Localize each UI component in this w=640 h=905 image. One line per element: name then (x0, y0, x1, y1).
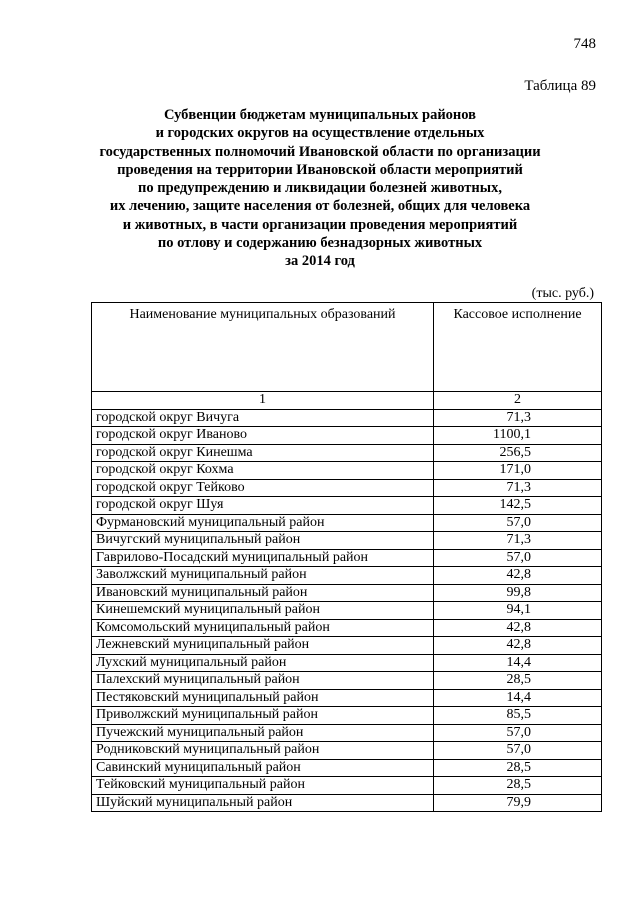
title-line: и животных, в части организации проведения мероприятий (122, 216, 518, 233)
table-row (92, 444, 602, 462)
cash-execution-value: 142,5 (434, 497, 602, 515)
municipality-name: Вичугский муниципальный район (92, 532, 434, 550)
table-row (92, 514, 602, 532)
municipality-name: Пучежский муниципальный район (92, 724, 434, 742)
table-row (92, 672, 602, 690)
municipality-name: Пестяковский муниципальный район (92, 689, 434, 707)
column-number-row (92, 392, 602, 410)
municipality-name: Гаврилово-Посадский муниципальный район (92, 549, 434, 567)
table-row (92, 742, 602, 760)
cash-execution-value: 42,8 (434, 567, 602, 585)
cash-execution-value: 57,0 (434, 742, 602, 760)
title-line: государственных полномочий Ивановской области по организации (99, 143, 541, 160)
cash-execution-value: 57,0 (434, 724, 602, 742)
cash-execution-value: 28,5 (434, 759, 602, 777)
title-line: за 2014 год (285, 253, 355, 270)
cash-execution-value: 28,5 (434, 777, 602, 795)
table-body (92, 409, 602, 812)
table-row (92, 759, 602, 777)
cash-execution-value: 71,3 (434, 409, 602, 427)
table-label: Таблица 89 (524, 78, 596, 94)
title-line: и городских округов на осуществление отдельных (155, 125, 485, 142)
municipality-name: Лежневский муниципальный район (92, 637, 434, 655)
cash-execution-value: 14,4 (434, 654, 602, 672)
column-header-value: Кассовое исполнение (434, 303, 602, 392)
municipality-name: городской округ Шуя (92, 497, 434, 515)
municipality-name: городской округ Вичуга (92, 409, 434, 427)
cash-execution-value: 57,0 (434, 549, 602, 567)
municipality-name: Фурмановский муниципальный район (92, 514, 434, 532)
cash-execution-value: 1100,1 (434, 427, 602, 445)
cash-execution-value: 42,8 (434, 619, 602, 637)
municipality-name: Лухский муниципальный район (92, 654, 434, 672)
cash-execution-value: 85,5 (434, 707, 602, 725)
column-header-name: Наименование муниципальных образований (92, 303, 434, 392)
table-row (92, 689, 602, 707)
table-row (92, 637, 602, 655)
title-line: их лечению, защите населения от болезней, общих для человека (109, 198, 531, 215)
column-number: 1 (92, 392, 434, 410)
municipality-name: городской округ Кохма (92, 462, 434, 480)
cash-execution-value: 256,5 (434, 444, 602, 462)
title-line: по предупреждению и ликвидации болезней животных, (138, 180, 502, 197)
table-row (92, 427, 602, 445)
municipality-name: Кинешемский муниципальный район (92, 602, 434, 620)
municipality-name: Тейковский муниципальный район (92, 777, 434, 795)
municipality-name: Комсомольский муниципальный район (92, 619, 434, 637)
municipality-name: городской округ Кинешма (92, 444, 434, 462)
municipality-name: Ивановский муниципальный район (92, 584, 434, 602)
cash-execution-value: 57,0 (434, 514, 602, 532)
table-header-row (92, 303, 602, 392)
municipality-name: Родниковский муниципальный район (92, 742, 434, 760)
table-row (92, 567, 602, 585)
municipality-name: Заволжский муниципальный район (92, 567, 434, 585)
title-line: проведения на территории Ивановской области мероприятий (117, 161, 523, 178)
subventions-table (91, 302, 602, 812)
table-row (92, 654, 602, 672)
cash-execution-value: 42,8 (434, 637, 602, 655)
table-row (92, 619, 602, 637)
units-label: (тыс. руб.) (531, 286, 594, 301)
title-line: Субвенции бюджетам муниципальных районов (164, 107, 476, 123)
table-row (92, 549, 602, 567)
table-row (92, 584, 602, 602)
municipality-name: городской округ Иваново (92, 427, 434, 445)
title-line: по отлову и содержанию безнадзорных животных (157, 235, 483, 252)
cash-execution-value: 14,4 (434, 689, 602, 707)
table-row (92, 497, 602, 515)
page-number: 748 (573, 36, 596, 52)
municipality-name: Палехский муниципальный район (92, 672, 434, 690)
cash-execution-value: 99,8 (434, 584, 602, 602)
cash-execution-value: 171,0 (434, 462, 602, 480)
cash-execution-value: 71,3 (434, 479, 602, 497)
table-row (92, 409, 602, 427)
municipality-name: Савинский муниципальный район (92, 759, 434, 777)
column-number: 2 (434, 392, 602, 410)
table-row (92, 777, 602, 795)
table-row (92, 479, 602, 497)
table-row (92, 794, 602, 812)
table-row (92, 462, 602, 480)
cash-execution-value: 28,5 (434, 672, 602, 690)
table-row (92, 724, 602, 742)
table-row (92, 602, 602, 620)
table-row (92, 707, 602, 725)
cash-execution-value: 71,3 (434, 532, 602, 550)
municipality-name: городской округ Тейково (92, 479, 434, 497)
municipality-name: Приволжский муниципальный район (92, 707, 434, 725)
municipality-name: Шуйский муниципальный район (92, 794, 434, 812)
cash-execution-value: 79,9 (434, 794, 602, 812)
table-row (92, 532, 602, 550)
cash-execution-value: 94,1 (434, 602, 602, 620)
document-title (60, 106, 580, 271)
